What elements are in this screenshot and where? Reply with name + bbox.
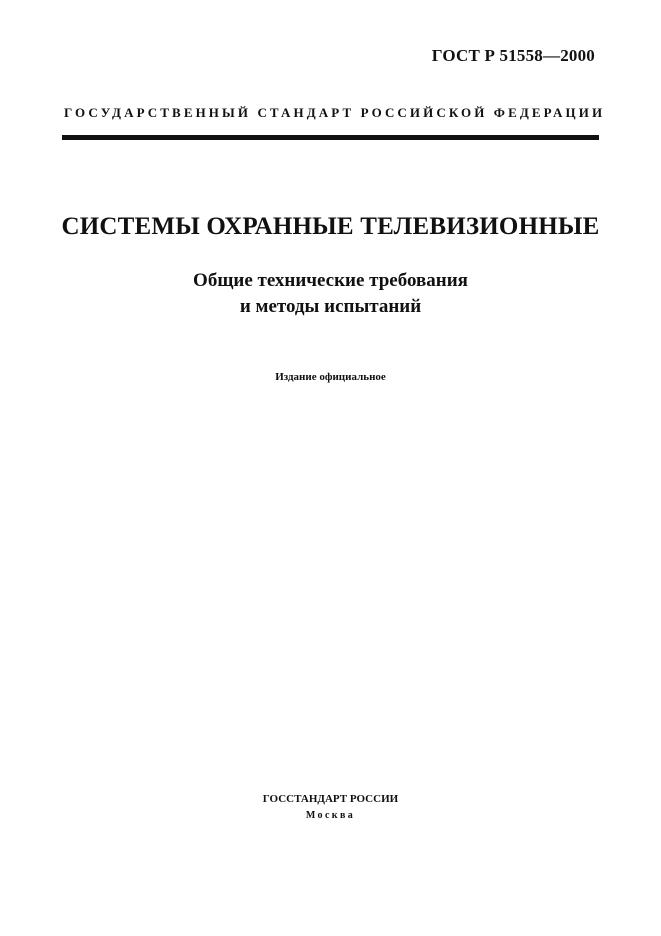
document-title: СИСТЕМЫ ОХРАННЫЕ ТЕЛЕВИЗИОННЫЕ — [61, 213, 600, 240]
document-subtitle-line2: и методы испытаний — [239, 296, 422, 317]
edition-note: Издание официальное — [275, 371, 386, 383]
publisher-city: Москва — [305, 810, 356, 821]
document-subtitle-line1: Общие технические требования — [193, 270, 468, 291]
publisher-name: ГОССТАНДАРТ РОССИИ — [262, 793, 399, 805]
standard-header: ГОСУДАРСТВЕННЫЙ СТАНДАРТ РОССИЙСКОЙ ФЕДЕРАЦИИ — [64, 105, 606, 120]
header-divider — [62, 135, 599, 140]
document-number: ГОСТ Р 51558—2000 — [431, 46, 595, 65]
